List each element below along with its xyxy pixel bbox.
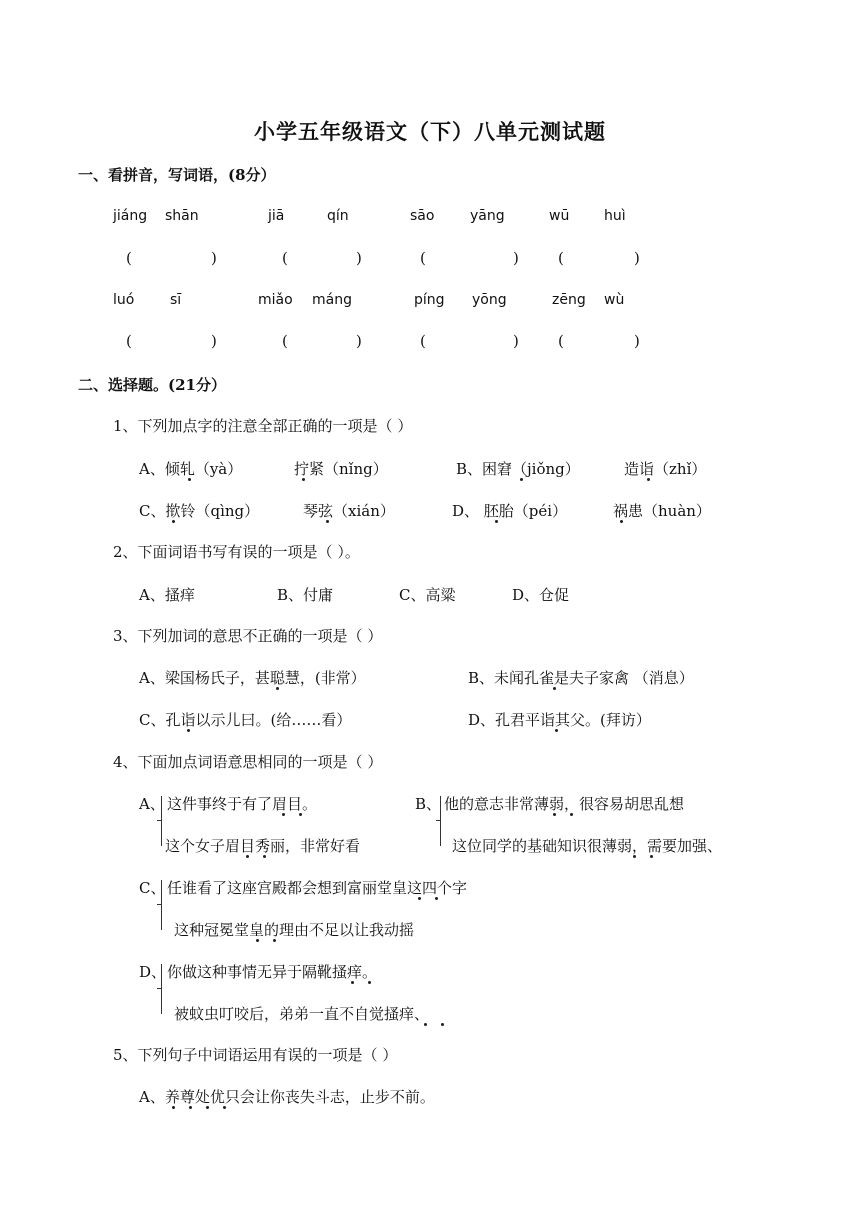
- q4-option-a-label: A、: [139, 795, 165, 813]
- emphasis-dot: [172, 1106, 175, 1109]
- question-2-stem: 2、下面词语书写有误的一项是（ ）。: [113, 543, 360, 561]
- emphasis-dot: [620, 520, 623, 523]
- bracket: [161, 796, 162, 846]
- q2-option-a: A、搔痒: [139, 586, 195, 604]
- bracket: [440, 796, 441, 846]
- question-3-stem: 3、下列加词的意思不正确的一项是（ ）: [113, 627, 383, 645]
- q2-option-d: D、仓促: [512, 586, 570, 604]
- emphasis-dot: [172, 520, 175, 523]
- pinyin: zēng: [552, 292, 586, 308]
- pinyin: yāng: [470, 208, 505, 224]
- answer-paren-right: ): [513, 249, 519, 267]
- answer-paren-right: ): [211, 249, 217, 267]
- bracket-tick: [436, 820, 441, 821]
- q4-option-b1: 他的意志非常薄弱，很容易胡思乱想: [444, 795, 685, 813]
- answer-paren-left: (: [126, 249, 132, 267]
- pinyin: yōng: [472, 292, 507, 308]
- q1-option-c2: 琴弦（xián）: [303, 502, 395, 520]
- emphasis-dot: [256, 939, 259, 942]
- pinyin: huì: [604, 208, 626, 224]
- answer-paren-left: (: [420, 332, 426, 350]
- emphasis-dot: [520, 478, 523, 481]
- emphasis-dot: [189, 1106, 192, 1109]
- pinyin: sāo: [410, 208, 435, 224]
- emphasis-dot: [246, 855, 249, 858]
- q1-option-d1: D、 胚胎（péi）: [452, 502, 568, 520]
- bracket: [161, 964, 162, 1014]
- q3-option-d: D、孔君平诣其父。(拜访）: [468, 711, 651, 729]
- emphasis-dot: [570, 813, 573, 816]
- q4-option-a1: 这件事终于有了眉目。: [167, 795, 318, 813]
- q1-option-b2: 造诣（zhǐ）: [624, 460, 707, 478]
- emphasis-dot: [223, 1106, 226, 1109]
- bracket-tick: [157, 904, 162, 905]
- emphasis-dot: [187, 729, 190, 732]
- q1-option-a2: 拧紧（nǐng）: [294, 460, 388, 478]
- pinyin: miǎo: [258, 292, 293, 308]
- q4-option-d-label: D、: [139, 963, 167, 981]
- emphasis-dot: [351, 981, 354, 984]
- q4-option-b2: 这位同学的基础知识很薄弱，需要加强、: [452, 837, 723, 855]
- emphasis-dot: [326, 520, 329, 523]
- answer-paren-left: (: [420, 249, 426, 267]
- answer-paren-right: ): [356, 249, 362, 267]
- emphasis-dot: [299, 813, 302, 816]
- pinyin: wù: [604, 292, 625, 308]
- page-title: 小学五年级语文（下）八单元测试题: [254, 119, 606, 144]
- bracket: [161, 880, 162, 930]
- q4-option-c-label: C、: [139, 879, 166, 897]
- emphasis-dot: [302, 478, 305, 481]
- emphasis-dot: [495, 520, 498, 523]
- answer-paren-right: ): [211, 332, 217, 350]
- emphasis-dot: [650, 855, 653, 858]
- emphasis-dot: [282, 813, 285, 816]
- q3-option-c: C、孔诣以示儿曰。(给……看）: [139, 711, 352, 729]
- emphasis-dot: [553, 687, 556, 690]
- pinyin: jiā: [268, 208, 285, 224]
- q4-option-c1: 任谁看了这座宫殿都会想到富丽堂皇这四个字: [167, 879, 468, 897]
- q4-option-b-label: B、: [415, 795, 442, 813]
- q4-option-d1: 你做这种事情无异于隔靴搔痒。: [167, 963, 378, 981]
- emphasis-dot: [441, 1023, 444, 1026]
- question-5-stem: 5、下列句子中词语运用有误的一项是（ ）: [113, 1046, 398, 1064]
- answer-paren-left: (: [282, 249, 288, 267]
- pinyin: píng: [414, 292, 445, 308]
- pinyin: luó: [113, 292, 135, 308]
- question-4-stem: 4、下面加点词语意思相同的一项是（ ）: [113, 753, 383, 771]
- section-heading-choice: 二、选择题。(21分）: [78, 376, 226, 394]
- pinyin: wū: [549, 208, 570, 224]
- q4-option-d2: 被蚊虫叮咬后，弟弟一直不自觉搔痒、: [174, 1005, 430, 1023]
- answer-paren-right: ): [356, 332, 362, 350]
- emphasis-dot: [188, 478, 191, 481]
- emphasis-dot: [647, 478, 650, 481]
- pinyin: jiáng: [113, 208, 148, 224]
- emphasis-dot: [555, 729, 558, 732]
- answer-paren-right: ): [634, 249, 640, 267]
- q2-option-c: C、高粱: [399, 586, 456, 604]
- answer-paren-left: (: [126, 332, 132, 350]
- emphasis-dot: [553, 813, 556, 816]
- emphasis-dot: [368, 981, 371, 984]
- answer-paren-left: (: [558, 332, 564, 350]
- emphasis-dot: [263, 855, 266, 858]
- bracket-tick: [157, 820, 162, 821]
- emphasis-dot: [206, 1106, 209, 1109]
- question-1-stem: 1、下列加点字的注意全部正确的一项是（ ）: [113, 417, 413, 435]
- q5-option-a: A、养尊处优只会让你丧失斗志，止步不前。: [139, 1088, 435, 1106]
- q1-option-d2: 祸患（huàn）: [613, 502, 711, 520]
- emphasis-dot: [273, 939, 276, 942]
- q1-option-a1: A、倾轧（yà）: [139, 460, 243, 478]
- pinyin: shān: [165, 208, 199, 224]
- emphasis-dot: [424, 1023, 427, 1026]
- bracket-tick: [157, 988, 162, 989]
- q1-option-b1: B、困窘（jiǒng）: [456, 460, 580, 478]
- q4-option-c2: 这种冠冕堂皇的理由不足以让我动摇: [174, 921, 415, 939]
- emphasis-dot: [435, 897, 438, 900]
- emphasis-dot: [633, 855, 636, 858]
- answer-paren-right: ): [634, 332, 640, 350]
- q2-option-b: B、付庸: [277, 586, 334, 604]
- answer-paren-left: (: [558, 249, 564, 267]
- emphasis-dot: [276, 687, 279, 690]
- section-heading-pinyin: 一、看拼音，写词语，(8分）: [78, 166, 276, 184]
- answer-paren-left: (: [282, 332, 288, 350]
- q4-option-a2: 这个女子眉目秀丽，非常好看: [165, 837, 361, 855]
- emphasis-dot: [418, 897, 421, 900]
- pinyin: qín: [327, 208, 349, 224]
- answer-paren-right: ): [513, 332, 519, 350]
- pinyin: sī: [170, 292, 182, 308]
- q1-option-c1: C、揿铃（qìng）: [139, 502, 260, 520]
- q3-option-b: B、未闻孔雀是夫子家禽 （消息）: [468, 669, 694, 687]
- pinyin: máng: [312, 292, 352, 308]
- q3-option-a: A、梁国杨氏子，甚聪慧，(非常）: [139, 669, 366, 687]
